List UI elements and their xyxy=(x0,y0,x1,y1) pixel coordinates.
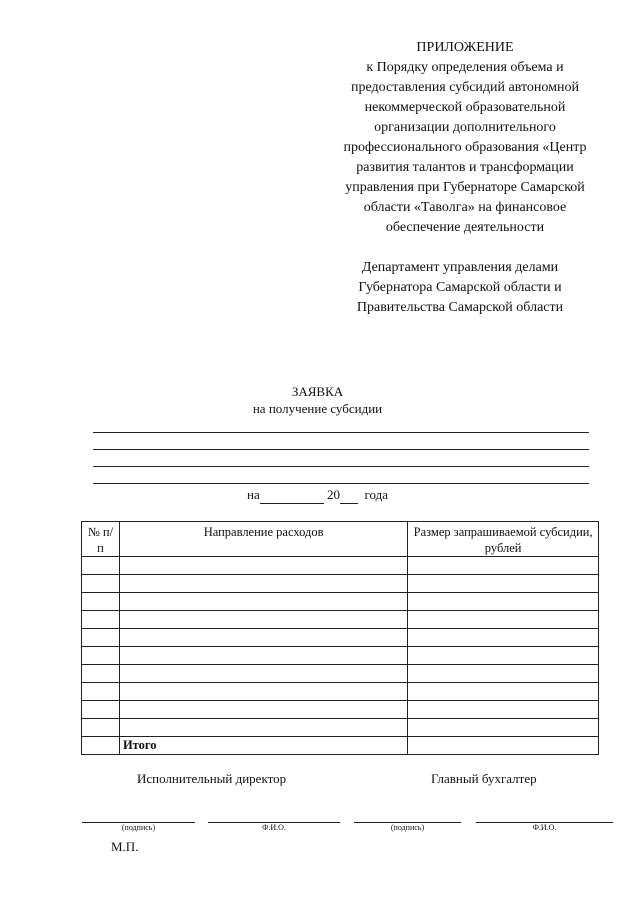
total-amount[interactable] xyxy=(408,737,599,755)
cell-direction[interactable] xyxy=(119,629,407,647)
cell-direction[interactable] xyxy=(119,683,407,701)
table-row xyxy=(82,701,599,719)
header-direction: Направление расходов xyxy=(119,522,407,557)
table-row xyxy=(82,647,599,665)
cell-num[interactable] xyxy=(82,647,120,665)
cell-amount[interactable] xyxy=(408,611,599,629)
cell-amount[interactable] xyxy=(408,575,599,593)
date-prefix: на xyxy=(246,487,260,502)
cell-direction[interactable] xyxy=(119,665,407,683)
accountant-title: Главный бухгалтер xyxy=(431,771,537,786)
table-row xyxy=(82,593,599,611)
cell-num[interactable] xyxy=(82,701,120,719)
recipient-block xyxy=(300,258,620,318)
appendix-line: организации дополнительного xyxy=(374,120,556,135)
application-subtitle: на получение субсидии xyxy=(252,401,383,416)
cell-amount[interactable] xyxy=(408,557,599,575)
stamp-place: М.П. xyxy=(111,839,139,854)
accountant-signature-caption: (подпись) xyxy=(390,823,425,832)
cell-amount[interactable] xyxy=(408,593,599,611)
appendix-header xyxy=(300,38,630,238)
cell-num[interactable] xyxy=(82,575,120,593)
cell-num[interactable] xyxy=(82,683,120,701)
appendix-line: предоставления субсидий автономной xyxy=(350,80,580,95)
cell-amount[interactable] xyxy=(408,719,599,737)
recipient-line: Губернатора Самарской области и xyxy=(358,280,562,295)
cell-direction[interactable] xyxy=(119,575,407,593)
applicant-blank-line[interactable] xyxy=(93,466,589,467)
table-row xyxy=(82,665,599,683)
header-num: № п/п xyxy=(82,522,120,557)
cell-amount[interactable] xyxy=(408,647,599,665)
recipient-line: Правительства Самарской области xyxy=(356,300,564,315)
applicant-blank-line[interactable] xyxy=(93,432,589,433)
cell-num[interactable] xyxy=(82,611,120,629)
table-header-row xyxy=(82,522,599,557)
appendix-line: к Порядку определения объема и xyxy=(366,60,564,75)
header-amount: Размер запрашиваемой субсидии, рублей xyxy=(408,522,599,557)
expenses-table xyxy=(81,521,599,755)
recipient-line: Департамент управления делами xyxy=(361,260,559,275)
cell-direction[interactable] xyxy=(119,647,407,665)
applicant-blank-line[interactable] xyxy=(93,449,589,450)
cell-num[interactable] xyxy=(82,593,120,611)
appendix-line: некоммерческой образовательной xyxy=(364,100,566,115)
table-row xyxy=(82,575,599,593)
total-label: Итого xyxy=(119,737,407,755)
table-row xyxy=(82,683,599,701)
cell-direction[interactable] xyxy=(119,719,407,737)
appendix-line: развития талантов и трансформации xyxy=(356,160,574,175)
cell-amount[interactable] xyxy=(408,665,599,683)
appendix-line: области «Таволга» на финансовое xyxy=(363,200,567,215)
table-row xyxy=(82,719,599,737)
accountant-name-caption: Ф.И.О. xyxy=(532,823,557,832)
cell-amount[interactable] xyxy=(408,683,599,701)
appendix-line: ПРИЛОЖЕНИЕ xyxy=(416,40,514,55)
cell-num[interactable] xyxy=(82,629,120,647)
cell-direction[interactable] xyxy=(119,701,407,719)
table-row xyxy=(82,611,599,629)
date-suffix: года xyxy=(364,487,388,502)
application-title-block xyxy=(0,383,635,417)
appendix-line: профессионального образования «Центр xyxy=(343,140,587,155)
cell-num[interactable] xyxy=(82,665,120,683)
year-blank[interactable] xyxy=(340,487,358,504)
director-name-caption: Ф.И.О. xyxy=(262,823,286,832)
director-title: Исполнительный директор xyxy=(137,771,287,786)
cell-amount[interactable] xyxy=(408,629,599,647)
applicant-blank-line[interactable] xyxy=(93,483,589,484)
date-blank[interactable] xyxy=(260,487,324,504)
cell-num[interactable] xyxy=(82,719,120,737)
table-row xyxy=(82,629,599,647)
total-row xyxy=(82,737,599,755)
application-title: ЗАЯВКА xyxy=(291,384,344,399)
appendix-line: обеспечение деятельности xyxy=(385,220,545,235)
date-line xyxy=(0,487,635,504)
cell-num[interactable] xyxy=(82,737,120,755)
year-prefix: 20 xyxy=(326,487,340,502)
cell-amount[interactable] xyxy=(408,701,599,719)
director-signature-caption: (подпись) xyxy=(121,823,156,832)
cell-direction[interactable] xyxy=(119,557,407,575)
cell-num[interactable] xyxy=(82,557,120,575)
appendix-line: управления при Губернаторе Самарской xyxy=(345,180,585,195)
table-row xyxy=(82,557,599,575)
cell-direction[interactable] xyxy=(119,593,407,611)
cell-direction[interactable] xyxy=(119,611,407,629)
